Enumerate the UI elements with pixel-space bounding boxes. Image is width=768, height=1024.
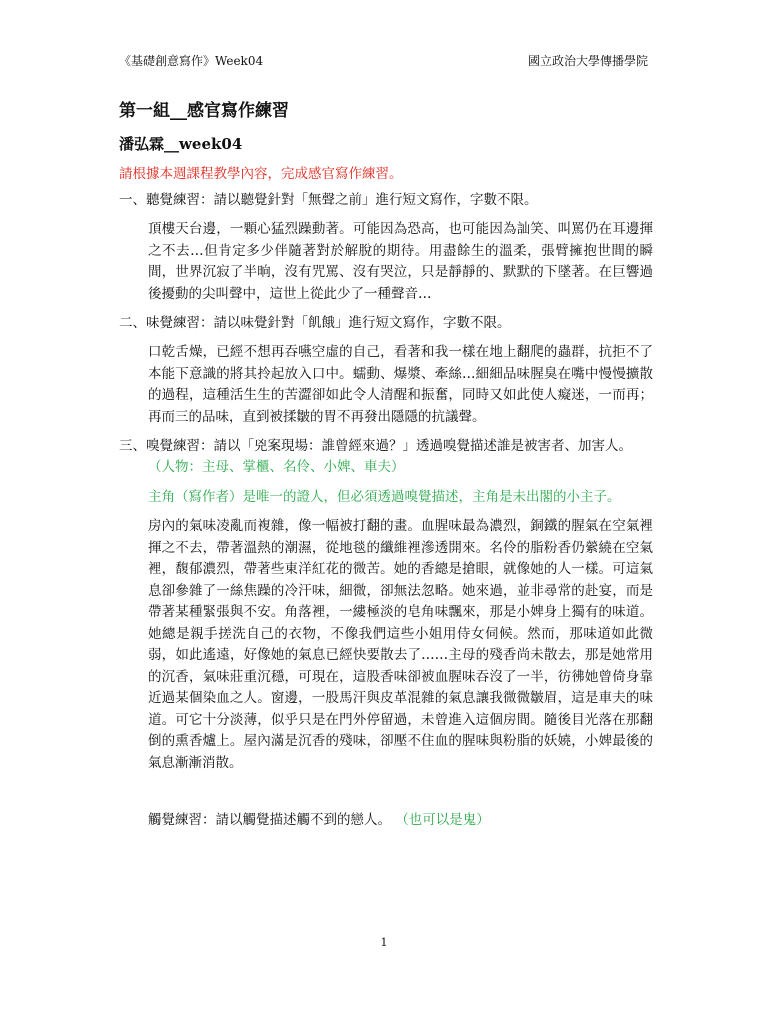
touch-prompt-block bbox=[148, 808, 653, 828]
smell-prompt-block bbox=[119, 436, 653, 478]
touch-prompt: 觸覺練習：請以觸覺描述觸不到的戀人。 bbox=[148, 812, 391, 828]
hearing-body: 頂樓天台邊，一顆心猛烈躁動著。可能因為恐高，也可能因為訕笑、叫罵仍在耳邊揮之不去…但肯定多少伴隨著對於解脫的期待。用盡餘生的溫柔，張臂擁抱世間的瞬間，世界沉寂了半晌，沒有咒罵、沒有哭泣，只是靜靜的、默默的下墜著。在巨響過後擾動的尖叫聲中，這世上從此少了一種聲音… bbox=[148, 221, 653, 302]
taste-body: 口乾舌燥，已經不想再吞嚥空虛的自己，看著和我一樣在地上翻爬的蟲群，抗拒不了本能下意識的將其拎起放入口中。蠕動、爆漿、牽絲…細細品味腥臭在嘴中慢慢擴散的過程，這種活生生的苦澀卻如此令人清醒和振奮，同時又如此使人癡迷，一而再；再而三的品味，直到被揉皺的胃不再發出隱隱的抗議聲。 bbox=[148, 344, 653, 425]
header-school: 國立政治大學傳播學院 bbox=[527, 54, 648, 68]
smell-prompt: 三、嗅覺練習：請以「兇案現場：誰曾經來過？」透過嗅覺描述誰是被害者、加害人。 bbox=[119, 438, 632, 454]
instruction-text: 請根據本週課程教學內容，完成感官寫作練習。 bbox=[119, 166, 403, 182]
taste-prompt: 二、味覺練習：請以味覺針對「飢餓」進行短文寫作，字數不限。 bbox=[119, 315, 511, 331]
smell-body: 房內的氣味凌亂而複雜，像一幅被打翻的畫。血腥味最為濃烈，銅鐵的腥氣在空氣裡揮之不去，帶著溫熱的潮濕，從地毯的纖維裡滲透開來。名伶的脂粉香仍縈繞在空氣裡，馥郁濃烈，帶著些東洋紅花的微苦。她的香總是搶眼，就像她的人一樣。可這氣息卻參雜了一絲焦躁的冷汗味，細微，卻無法忽略。她來過，並非尋常的赴宴，而是帶著某種緊張與不安。角落裡，一縷極淡的皂角味飄來，那是小婢身上獨有的味道。她總是親手搓洗自己的衣物，不像我們這些小姐用侍女伺候。然而，那味道如此微弱，如此遙遠，好像她的氣息已經快要散去了……主母的殘香尚未散去，那是她常用的沉香，氣味莊重沉穩，可現在，這股香味卻被血腥味吞沒了一半，彷彿她曾倚身靠近過某個染血之人。窗邊，一股馬汗與皮革混雜的氣息讓我微微皺眉，這是車夫的味道。可它十分淡薄，似乎只是在門外停留過，未曾進入這個房間。隨後目光落在那翻倒的熏香爐上。屋內滿是沉香的殘味，卻壓不住血的腥味與粉脂的妖嬈，小婢最後的氣息漸漸消散。 bbox=[148, 518, 653, 771]
page-content bbox=[119, 96, 653, 828]
header-course: 《基礎創意寫作》Week04 bbox=[119, 54, 264, 68]
author-line: 潘弘霖__week04 bbox=[119, 135, 243, 153]
smell-characters: （人物：主母、掌櫃、名伶、小婢、車夫） bbox=[148, 459, 405, 475]
page-number: 1 bbox=[380, 936, 388, 949]
smell-note: 主角（寫作者）是唯一的證人，但必須透過嗅覺描述，主角是未出閣的小主子。 bbox=[148, 489, 621, 505]
page-title: 第一組__感官寫作練習 bbox=[119, 101, 289, 121]
touch-hint: （也可以是鬼） bbox=[395, 812, 490, 828]
hearing-prompt: 一、聽覺練習：請以聽覺針對「無聲之前」進行短文寫作，字數不限。 bbox=[119, 192, 538, 208]
